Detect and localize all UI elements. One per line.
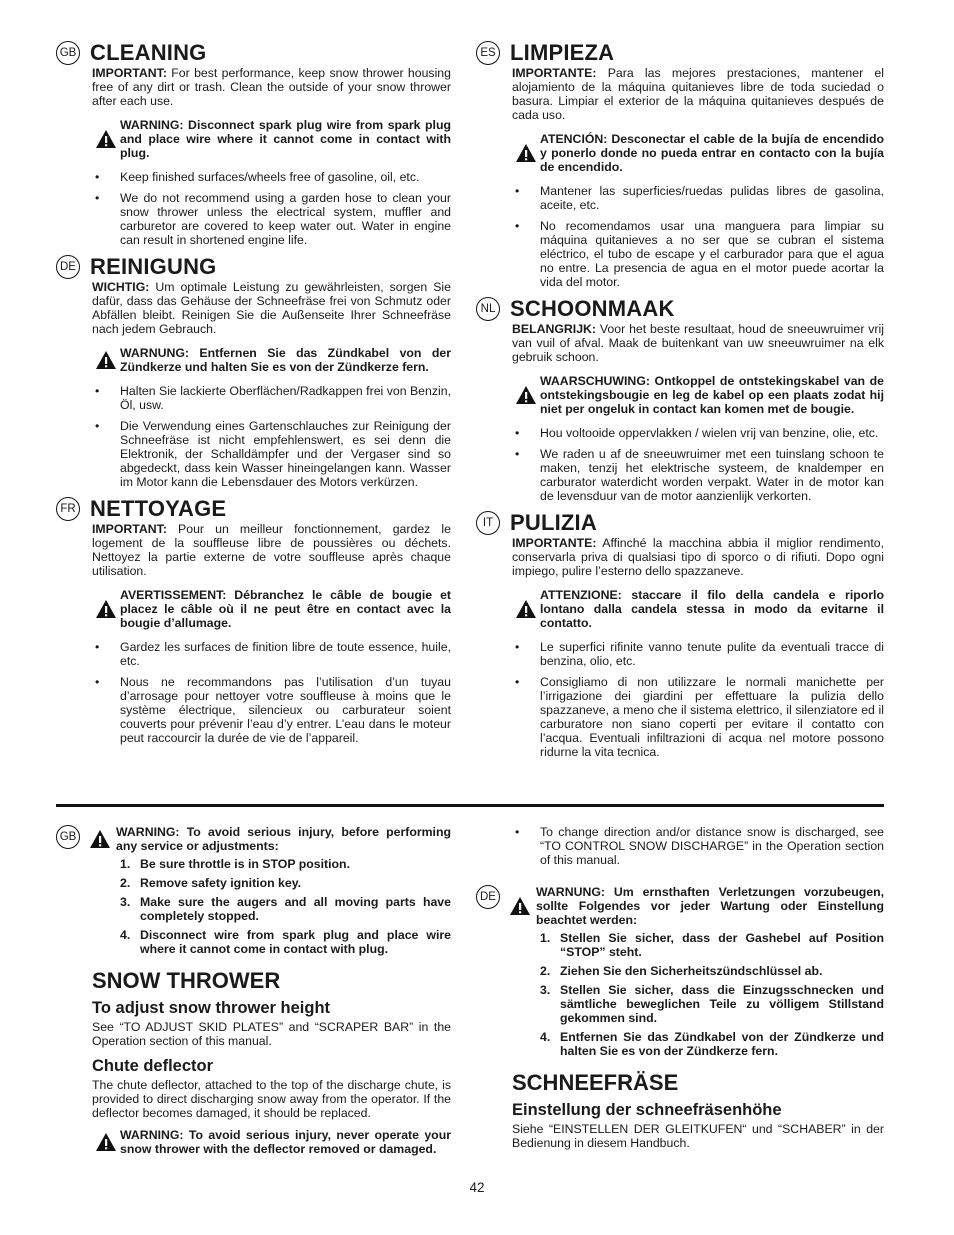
- bullet-list: [92, 384, 451, 489]
- intro-text: Para las mejores prestaciones, mantener el alojamiento de la máquina quitanieves libre de toda suciedad o basura. Limpiar el exterior de la máquina quitanieves después de cada uso.: [512, 66, 884, 122]
- language-badge-gb: GB: [56, 41, 80, 65]
- list-item: • We raden u af de sneeuwruimer met een tuinslang schoon te maken, tenzij het elektrische systeem, de knaldemper en carburator waterdicht worden verpakt. Water in de motor kan de levensduur van de motor aanzienlijk verkorten.: [512, 447, 884, 503]
- section-header: [476, 296, 884, 322]
- list-item: • No recomendamos usar una manguera para limpiar su máquina quitanieves a no ser que se cubran el sistema eléctrico, el tubo de escape y el carburador para que el agua no entre. La presencia de agua en el motor puede acortar la vida del motor.: [512, 219, 884, 289]
- intro-lead: IMPORTANTE:: [512, 536, 597, 550]
- step-number: 4.: [120, 928, 131, 942]
- list-item: • Le superfici rifinite vanno tenute pulite da eventuali tracce di benzina, olio, etc.: [512, 640, 884, 668]
- step-number: 3.: [120, 895, 131, 909]
- step-number: 1.: [120, 857, 131, 871]
- section-title: LIMPIEZA: [510, 40, 615, 65]
- section-title: SNOW THROWER: [92, 968, 281, 993]
- section-es-limpieza: [476, 40, 884, 289]
- warning-triangle-icon: [92, 1132, 120, 1152]
- intro-text: Affinché la macchina abbia il miglior rendimento, conservarla priva di qualsiasi tipo di sporco o di rifiuti. Dopo ogni impiego, pulire l’esterno dello spazzaneve.: [512, 536, 884, 578]
- section-body: [512, 66, 884, 289]
- list-item: [512, 983, 884, 1025]
- section-title: SCHNEEFRÄSE: [512, 1070, 679, 1095]
- service-warning: [56, 825, 451, 853]
- step-number: 2.: [120, 876, 131, 890]
- intro-text: For best performance, keep snow thrower housing free of any dirt or trash. Clean the outside of your snow thrower after each use.: [92, 66, 451, 108]
- step-number: 3.: [540, 983, 551, 997]
- warning-triangle-icon: [512, 599, 540, 619]
- warning-text: WARNUNG: Entfernen Sie das Zündkabel von der Zündkerze und halten Sie es von der Zündkerze fern.: [120, 346, 451, 374]
- list-item: [512, 931, 884, 959]
- warning-box: [512, 132, 884, 174]
- warning-text: ATTENZIONE: staccare il filo della candela e riporlo lontano dalla candela stessa in modo da evitarne il contatto.: [540, 588, 884, 630]
- section-body: [512, 536, 884, 759]
- list-item: • Keep finished surfaces/wheels free of gasoline, oil, etc.: [92, 170, 451, 184]
- list-item: • We do not recommend using a garden hose to clean your snow thrower unless the electrical system, muffler and carburetor are covered to keep water out. Water in engine can result in shortened engine life.: [92, 191, 451, 247]
- section-title: CLEANING: [90, 40, 207, 65]
- section-gb-cleaning: [56, 40, 451, 247]
- snow-thrower-section: [92, 968, 451, 1156]
- step-text: Stellen Sie sicher, dass der Gashebel auf Position “STOP” steht.: [560, 931, 884, 959]
- section-body: [92, 66, 451, 247]
- right-column-upper: [476, 40, 884, 766]
- warning-box: [92, 118, 451, 160]
- section-body: [92, 522, 451, 745]
- warning-text: AVERTISSEMENT: Débranchez le câble de bougie et placez le câble où il ne peut être en contact avec la bougie d’allumage.: [120, 588, 451, 630]
- list-item: • To change direction and/or distance snow is discharged, see “TO CONTROL SNOW DISCHARGE” in the Operation section of this manual.: [512, 825, 884, 867]
- bullet-list: [512, 640, 884, 759]
- intro-lead: IMPORTANTE:: [512, 66, 597, 80]
- language-badge-de: DE: [56, 255, 80, 279]
- language-badge-gb: GB: [56, 825, 80, 849]
- warning-text: WARNING: Disconnect spark plug wire from spark plug and place wire where it cannot come in contact with plug.: [120, 118, 451, 160]
- intro-lead: WICHTIG:: [92, 280, 150, 294]
- list-item: [92, 876, 451, 890]
- section-title: PULIZIA: [510, 510, 597, 535]
- bullet-list: [92, 170, 451, 247]
- intro-paragraph: [512, 536, 884, 578]
- step-number: 1.: [540, 931, 551, 945]
- warning-box: [90, 825, 451, 853]
- subsection-title: Chute deflector: [92, 1057, 214, 1075]
- left-column-lower: [56, 825, 451, 1166]
- step-text: Stellen Sie sicher, dass die Einzugsschnecken und sämtliche beweglichen Teile zu völligem Stillstand gekommen sind.: [560, 983, 884, 1025]
- intro-lead: IMPORTANT:: [92, 66, 167, 80]
- service-steps: [512, 931, 884, 1058]
- intro-lead: BELANGRIJK:: [512, 322, 597, 336]
- section-header: [476, 510, 884, 536]
- bullet-list: [512, 426, 884, 503]
- section-header: [56, 40, 451, 66]
- warning-text: ATENCIÓN: Desconectar el cable de la bujía de encendido y ponerlo donde no pueda entrar en contacto con la bujía de encendido.: [540, 132, 884, 174]
- step-text: Be sure throttle is in STOP position.: [140, 857, 350, 871]
- warning-box: [512, 588, 884, 630]
- step-text: Ziehen Sie den Sicherheitszündschlüssel ab.: [560, 964, 823, 978]
- section-body: [92, 280, 451, 489]
- section-nl-schoonmaak: [476, 296, 884, 503]
- service-steps: [92, 857, 451, 956]
- step-number: 4.: [540, 1030, 551, 1044]
- warning-text: WARNING: To avoid serious injury, before performing any service or adjustments:: [116, 825, 451, 853]
- section-de-reinigung: [56, 254, 451, 489]
- paragraph: The chute deflector, attached to the top of the discharge chute, is provided to direct discharging snow away from the operator. If the deflector becomes damaged, it should be replaced.: [92, 1078, 451, 1120]
- intro-text: Pour un meilleur fonctionnement, gardez le logement de la souffleuse libre de poussières ou déchets. Nettoyez la partie externe de votre souffleuse après chaque utilisation.: [92, 522, 451, 578]
- warning-text: WAARSCHUWING: Ontkoppel de ontstekingskabel van de ontstekingsbougie en leg de kabel op een plaats zodat hij niet per ongeluk in contact kan komen met de bougie.: [540, 374, 884, 416]
- intro-text: Voor het beste resultaat, houd de sneeuwruimer vrij van vuil of afval. Maak de buitenkant van uw sneeuwruimer na elk gebruik schoon.: [512, 322, 884, 364]
- list-item: • Die Verwendung eines Gartenschlauches zur Reinigung der Schneefräse ist nicht empfehlenswert, es sei denn die Elektronik, der Schalldämpfer und der Vergaser sind so abgedeckt, dass kein Wasser hineingelangen kann. Wasser im Motor kann die Lebensdauer des Motors verkürzen.: [92, 419, 451, 489]
- warning-box: [92, 588, 451, 630]
- warning-triangle-icon: [508, 896, 532, 916]
- intro-paragraph: [92, 66, 451, 108]
- warning-triangle-icon: [92, 129, 120, 149]
- section-header: [56, 496, 451, 522]
- page-number: 42: [469, 1180, 485, 1195]
- list-item: [512, 964, 884, 978]
- warning-triangle-icon: [512, 385, 540, 405]
- list-item: • Gardez les surfaces de finition libre de toute essence, huile, etc.: [92, 640, 451, 668]
- intro-paragraph: [512, 66, 884, 122]
- warning-box: [92, 1128, 451, 1156]
- paragraph: See “TO ADJUST SKID PLATES” and “SCRAPER BAR” in the Operation section of this manual.: [92, 1020, 451, 1048]
- bullet-list: [512, 184, 884, 289]
- section-it-pulizia: [476, 510, 884, 759]
- section-divider: [56, 804, 884, 807]
- left-column-upper: [56, 40, 451, 752]
- language-badge-it: IT: [476, 511, 500, 535]
- section-header: [56, 254, 451, 280]
- section-title: REINIGUNG: [90, 254, 217, 279]
- subsection-title: To adjust snow thrower height: [92, 999, 331, 1017]
- section-fr-nettoyage: [56, 496, 451, 745]
- list-item: • Consigliamo di non utilizzare le normali manichette per l’irrigazione dei giardini per effettuare la pulizia dello spazzaneve, a meno che il sistema elettrico, il silenziatore ed il carburatore non siano coperti per evitare il contatto con l’acqua. Eventuali infiltrazioni di acqua nel motore possono ridurne la vita tecnica.: [512, 675, 884, 759]
- intro-paragraph: [92, 280, 451, 336]
- warning-box: [512, 374, 884, 416]
- bullet-list: [512, 825, 884, 867]
- list-item: [92, 895, 451, 923]
- paragraph: Siehe “EINSTELLEN DER GLEITKUFEN“ und “SCHABER” in der Bedienung in diesem Handbuch.: [512, 1122, 884, 1150]
- language-badge-de: DE: [476, 885, 500, 909]
- step-text: Make sure the augers and all moving parts have completely stopped.: [140, 895, 451, 923]
- warning-triangle-icon: [92, 350, 120, 370]
- step-number: 2.: [540, 964, 551, 978]
- list-item: [512, 1030, 884, 1058]
- intro-paragraph: [92, 522, 451, 578]
- language-badge-es: ES: [476, 41, 500, 65]
- schneefraese-section: [512, 1070, 884, 1150]
- warning-box: [92, 346, 451, 374]
- list-item: [92, 857, 451, 871]
- warning-box: [510, 885, 884, 927]
- language-badge-nl: NL: [476, 297, 500, 321]
- subsection-title: Einstellung der schneefräsenhöhe: [512, 1101, 782, 1119]
- section-title: NETTOYAGE: [90, 496, 227, 521]
- section-header: [476, 40, 884, 66]
- list-item: • Mantener las superficies/ruedas pulidas libres de gasolina, aceite, etc.: [512, 184, 884, 212]
- section-title: SCHOONMAAK: [510, 296, 675, 321]
- step-text: Entfernen Sie das Zündkabel von der Zündkerze und halten Sie es von der Zündkerze fern.: [560, 1030, 884, 1058]
- section-body: [512, 322, 884, 503]
- step-text: Remove safety ignition key.: [140, 876, 302, 890]
- right-column-lower: [476, 825, 884, 1150]
- warning-triangle-icon: [512, 143, 540, 163]
- warning-triangle-icon: [88, 829, 112, 849]
- service-warning: [476, 885, 884, 927]
- warning-triangle-icon: [92, 599, 120, 619]
- step-text: Disconnect wire from spark plug and place wire where it cannot come in contact with plug.: [140, 928, 451, 956]
- list-item: • Hou voltooide oppervlakken / wielen vrij van benzine, olie, etc.: [512, 426, 884, 440]
- warning-text: WARNING: To avoid serious injury, never operate your snow thrower with the deflector removed or damaged.: [120, 1128, 451, 1156]
- list-item: [92, 928, 451, 956]
- intro-paragraph: [512, 322, 884, 364]
- intro-text: Um optimale Leistung zu gewährleisten, sorgen Sie dafür, dass das Gehäuse der Schneefräse frei von Schmutz oder Abfällen bleibt. Reinigen Sie die Außenseite Ihrer Schneefräse nach jedem Gebrauch.: [92, 280, 451, 336]
- warning-text: WARNUNG: Um ernsthaften Verletzungen vorzubeugen, sollte Folgendes vor jeder Wartung oder Einstellung beachtet werden:: [536, 885, 884, 927]
- intro-lead: IMPORTANT:: [92, 522, 167, 536]
- list-item: • Halten Sie lackierte Oberflächen/Radkappen frei von Benzin, Öl, usw.: [92, 384, 451, 412]
- bullet-list: [92, 640, 451, 745]
- language-badge-fr: FR: [56, 497, 80, 521]
- list-item: • Nous ne recommandons pas l’utilisation d’un tuyau d’arrosage pour nettoyer votre souffleuse à moins que le système électrique, silencieux ou carburateur soient couverts pour prévenir l’eau d’y entrer. L’eau dans le moteur peut raccourcir la durée de vie de l’appareil.: [92, 675, 451, 745]
